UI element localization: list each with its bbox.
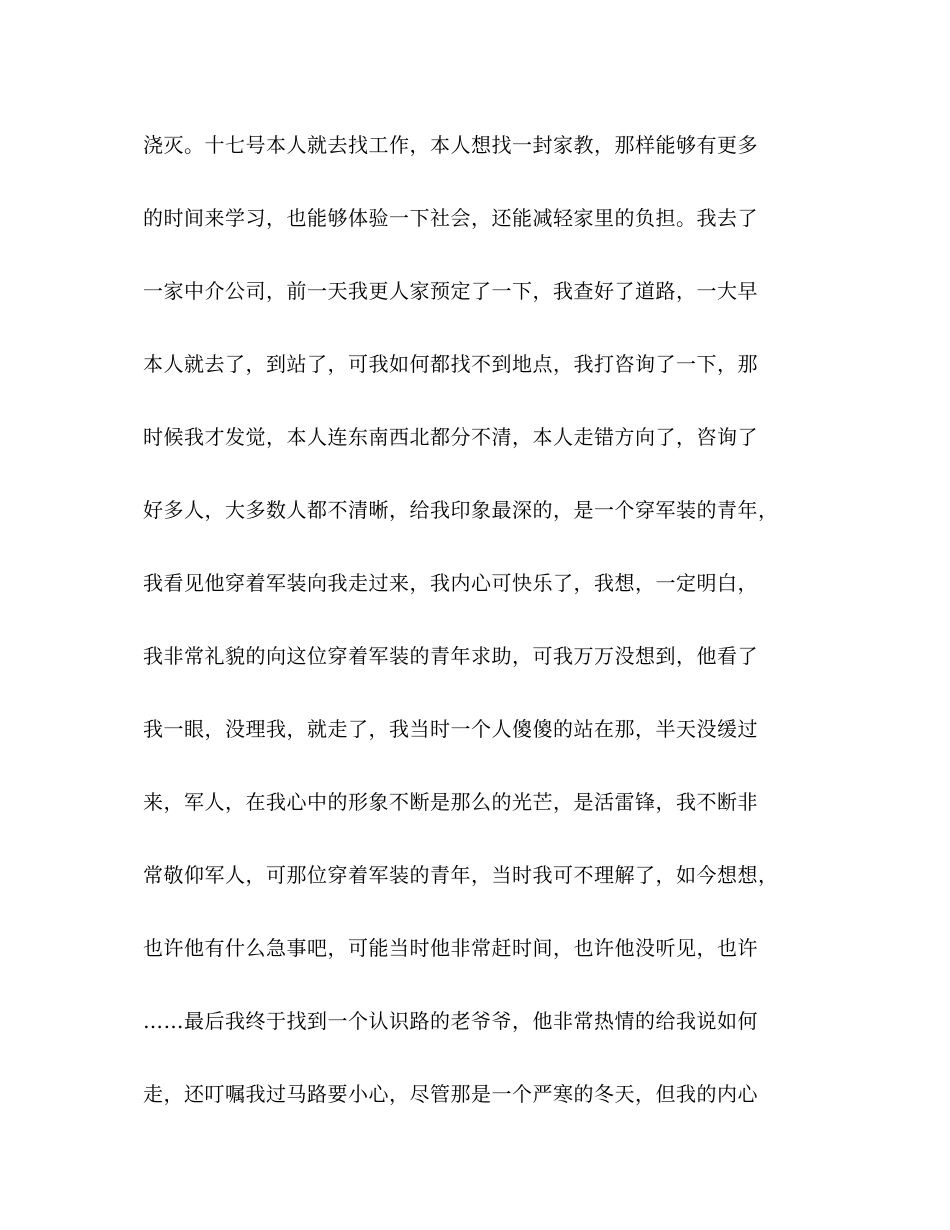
text-line-4: 本人就去了，到站了，可我如何都找不到地点，我打咨询了一下，那	[143, 352, 758, 376]
text-line-13: ……最后我终于找到一个认识路的老爷爷，他非常热情的给我说如何	[143, 1009, 758, 1033]
text-line-3: 一家中介公司，前一天我更人家预定了一下，我查好了道路，一大早	[143, 279, 758, 303]
text-line-12: 也许他有什么急事吧，可能当时他非常赶时间，也许他没听见，也许	[143, 936, 758, 960]
text-line-14: 走，还叮嘱我过马路要小心，尽管那是一个严寒的冬天，但我的内心	[143, 1082, 758, 1106]
text-line-5: 时候我才发觉，本人连东南西北都分不清，本人走错方向了，咨询了	[143, 425, 758, 449]
text-line-2: 的时间来学习，也能够体验一下社会，还能减轻家里的负担。我去了	[143, 206, 758, 230]
body-text	[143, 125, 813, 1147]
text-line-11: 常敬仰军人，可那位穿着军装的青年，当时我可不理解了，如今想想，	[143, 863, 779, 887]
text-line-1: 浇灭。十七号本人就去找工作，本人想找一封家教，那样能够有更多	[143, 133, 758, 157]
text-line-7: 我看见他穿着军装向我走过来，我内心可快乐了，我想，一定明白，	[143, 571, 758, 595]
text-line-9: 我一眼，没理我，就走了，我当时一个人傻傻的站在那，半天没缓过	[143, 717, 758, 741]
text-line-8: 我非常礼貌的向这位穿着军装的青年求助，可我万万没想到，他看了	[143, 644, 758, 668]
text-line-6: 好多人，大多数人都不清晰，给我印象最深的，是一个穿军装的青年，	[143, 498, 779, 522]
text-line-10: 来，军人，在我心中的形象不断是那么的光芒，是活雷锋，我不断非	[143, 790, 758, 814]
